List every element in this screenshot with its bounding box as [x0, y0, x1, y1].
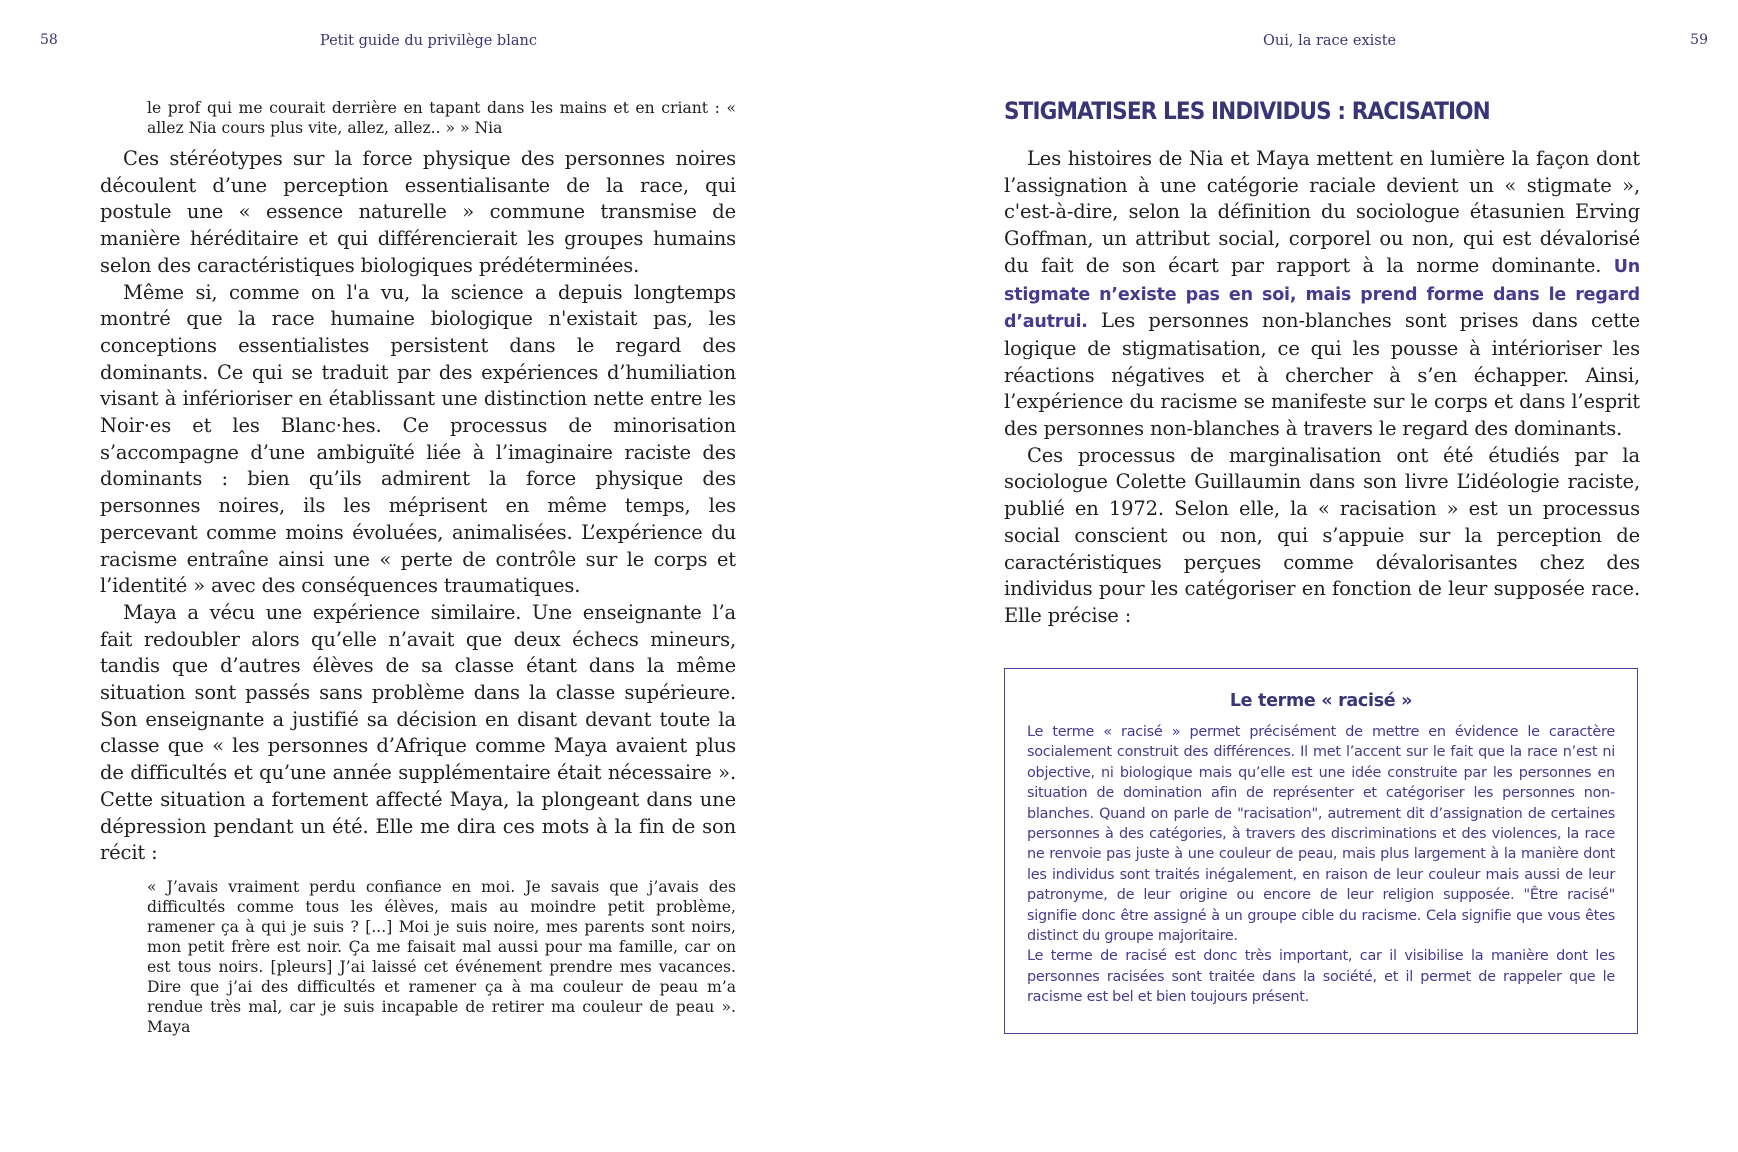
definition-box-title: Le terme « racisé »	[1229, 691, 1413, 711]
page-number-right: 59	[1690, 32, 1708, 48]
paragraph-essentialism: Même si, comme on l'a vu, la science a depuis longtemps montré que la race humaine biologique n'existait pas, les conceptions essentialistes persistent dans le regard des dominants. Ce qui se traduit par des expériences d’humiliation visant à inférioriser en établissant une distinction nette entre les Noir·es et les Blanc·hes. Ce processus de minorisation s’accompagne d’une ambiguïté liée à l’imaginaire raciste des dominants : bien qu’ils admirent la force physique des personnes noires, ils les méprisent en même temps, les percevant comme moins évoluées, animalisées. L’expérience du racisme entraîne ainsi une « perte de contrôle sur le corps et l’identité » avec des conséquences traumatiques.	[100, 280, 736, 598]
paragraph-stigmate-text-2: Les personnes non-blanches sont prises dans cette logique de stigmatisation, ce qui les pousse à intérioriser les réactions négatives et à chercher à s’en échapper. Ainsi, l’expérience du racisme se manifeste sur le corps et dans l’esprit des personnes non-blanches à travers le regard des dominants.	[1004, 309, 1640, 441]
page-number-left: 58	[40, 32, 58, 48]
right-text-column	[1004, 96, 1640, 630]
highlighted-statement: Un stigmate n’existe pas en soi, mais prend forme dans le regard d’autrui.	[1004, 256, 1640, 333]
paragraph-maya: Maya a vécu une expérience similaire. Une enseignante l’a fait redoubler alors qu’elle n’avait que deux échecs mineurs, tandis que d’autres élèves de sa classe étant dans la même situation sont passés sans problème dans la classe supérieure. Son enseignante a justifié sa décision en disant devant toute la classe que « les personnes d’Afrique comme Maya avaient plus de difficultés et qu’une année supplémentaire était nécessaire ». Cette situation a fortement affecté Maya, la plongeant dans une dépression pendant un été. Elle me dira ces mots à la fin de son récit :	[100, 600, 736, 865]
testimony-quote-maya: « J’avais vraiment perdu confiance en moi. Je savais que j’avais des difficultés comme tous les élèves, mais au moindre petit problème, ramener ça à qui je suis ? [...] Moi je suis noire, mes parents sont noirs, mon petit frère est noir. Ça me faisait mal aussi pour ma famille, car on est tous noirs. [pleurs] J’ai laissé cet événement prendre mes vacances. Dire que j’ai des difficultés et ramener ça à ma couleur de peau m’a rendue très mal, car je suis incapable de retirer ma couleur de peau ». Maya	[147, 877, 736, 1036]
paragraph-stigmate	[1004, 146, 1640, 443]
paragraph-guillaumin: Ces processus de marginalisation ont été étudiés par la sociologue Colette Guillaumin dans son livre L’idéologie raciste, publié en 1972. Selon elle, la « racisation » est un processus social conscient ou non, qui s’appuie sur la perception de caractéristiques perçues comme dévalorisantes chez des individus pour les catégoriser en fonction de leur supposée race. Elle précise :	[1004, 443, 1640, 627]
definition-box	[1004, 668, 1638, 1034]
running-head-left: Petit guide du privilège blanc	[320, 33, 537, 49]
definition-box-text: Le terme « racisé » permet précisément de mettre en évidence le caractère socialement construit des différences. Il met l’accent sur le fait que la race n’est ni objective, ni biologique mais qu’elle est une idée construite par les personnes en situation de domination afin de représenter et catégoriser les personnes non-blanches. Quand on parle de "racisation", autrement dit d’assignation de certaines personnes à des catégories, à travers des discriminations et des violences, la race ne renvoie pas juste à une couleur de peau, mais plus largement à la manière dont les individus sont traités inégalement, en raison de leur couleur mais aussi de leur patronyme, de leur origine ou encore de leur religion supposée. "Être racisé" signifie donc être assigné à un groupe cible du racisme. Cela signifie que vous êtes distinct du groupe majoritaire.	[1027, 724, 1615, 945]
right-page	[869, 0, 1738, 1152]
section-title: STIGMATISER LES INDIVIDUS : RACISATION	[1004, 97, 1490, 125]
running-head-right: Oui, la race existe	[1263, 33, 1397, 49]
definition-box-text-2: Le terme de racisé est donc très important, car il visibilise la manière dont les personnes racisées sont traitée dans la société, et il permet de rappeler que le racisme est bel et bien toujours présent.	[1027, 948, 1615, 1006]
paragraph-stigmate-text-1: Les histoires de Nia et Maya mettent en lumière la façon dont l’assignation à une catégorie raciale devient un « stigmate », c'est-à-dire, selon la définition du sociologue étasunien Erving Goffman, un attribut social, corporel ou non, qui est dévalorisé du fait de son écart par rapport à la norme dominante.	[1004, 147, 1640, 277]
testimony-quote-nia: le prof qui me courait derrière en tapant dans les mains et en criant : « allez Nia cours plus vite, allez, allez.. » » Nia	[147, 99, 736, 137]
paragraph-stereotypes: Ces stéréotypes sur la force physique des personnes noires découlent d’une perception essentialisante de la race, qui postule une « essence naturelle » commune transmise de manière héréditaire et qui différencierait les groupes humains selon des caractéristiques biologiques prédéterminées.	[100, 147, 736, 277]
left-text-column	[100, 98, 736, 1045]
